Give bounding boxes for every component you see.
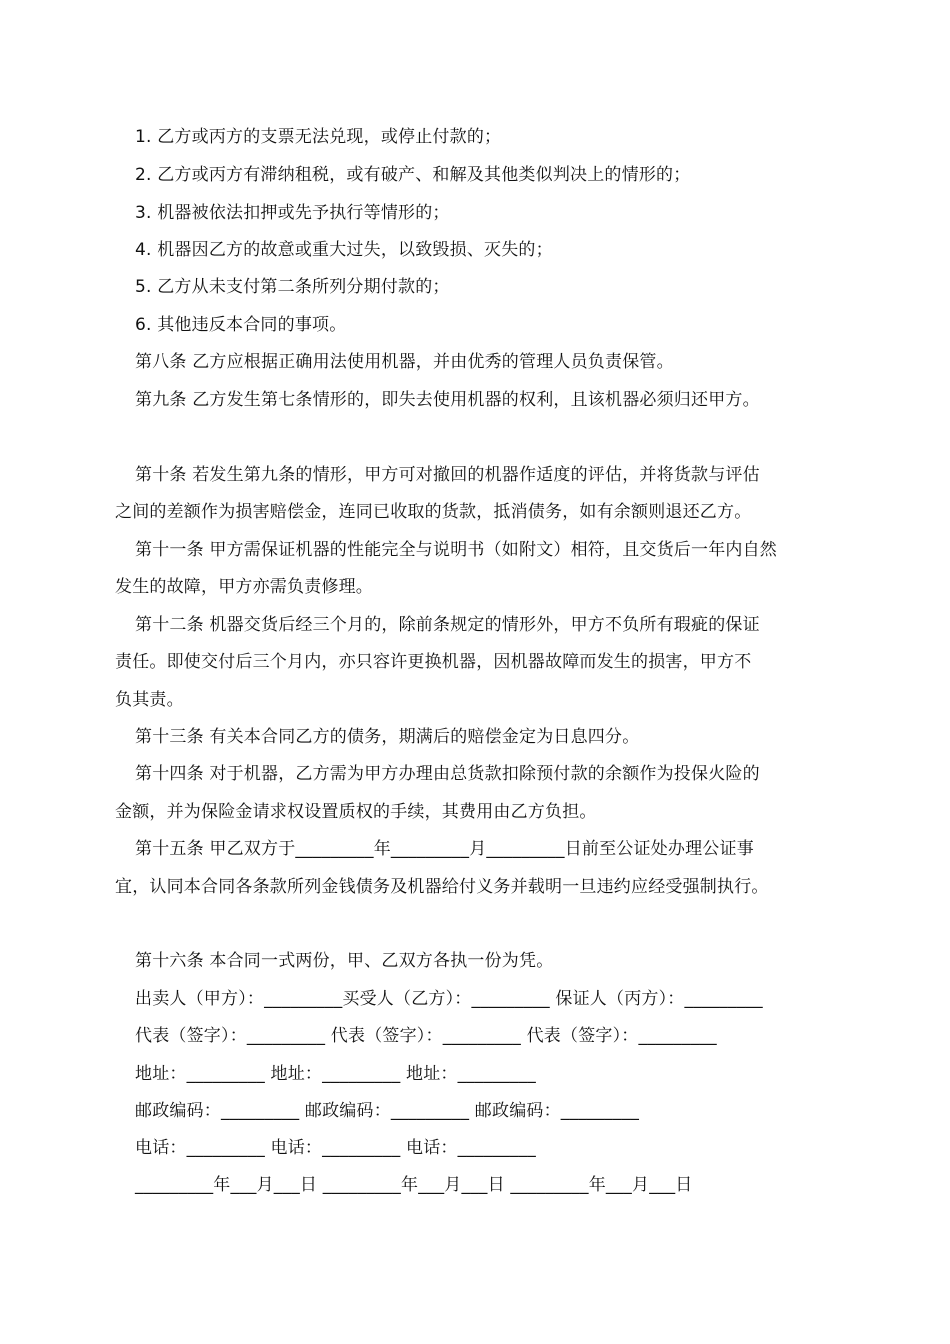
article-12-line-1: 第十二条 机器交货后经三个月的，除前条规定的情形外，甲方不负所有瑕疵的保证 <box>135 615 760 635</box>
article-15-line-1: 第十五条 甲乙双方于_________年_________月_________日前至公证处办理公证事 <box>135 839 754 859</box>
article-15-line-2: 宜，认同本合同各条款所列金钱债务及机器给付义务并载明一旦违约应经受强制执行。 <box>115 877 769 897</box>
clause-item-3: 3. 机器被依法扣押或先予执行等情形的； <box>135 203 450 223</box>
clause-item-2: 2. 乙方或丙方有滞纳租税，或有破产、和解及其他类似判决上的情形的； <box>135 165 691 185</box>
article-11-line-1: 第十一条 甲方需保证机器的性能完全与说明书（如附文）相符，且交货后一年内自然 <box>135 540 778 560</box>
article-10-line-1: 第十条 若发生第九条的情形，甲方可对撤回的机器作适度的评估，并将货款与评估 <box>135 465 760 485</box>
signature-dates: _________年___月___日 _________年___月___日 _________年___月___日 <box>135 1175 693 1195</box>
article-12-line-3: 负其责。 <box>115 690 184 710</box>
article-8: 第八条 乙方应根据正确用法使用机器，并由优秀的管理人员负责保管。 <box>135 352 674 372</box>
signature-addresses: 地址：_________ 地址：_________ 地址：_________ <box>135 1064 536 1084</box>
article-16: 第十六条 本合同一式两份，甲、乙双方各执一份为凭。 <box>135 951 554 971</box>
signature-parties: 出卖人（甲方）：_________买受人（乙方）：_________ 保证人（丙方）：_________ <box>135 989 763 1009</box>
article-12-line-2: 责任。即使交付后三个月内，亦只容许更换机器，因机器故障而发生的损害，甲方不 <box>115 652 752 672</box>
clause-item-6: 6. 其他违反本合同的事项。 <box>135 315 347 335</box>
signature-phones: 电话：_________ 电话：_________ 电话：_________ <box>135 1138 536 1158</box>
clause-item-4: 4. 机器因乙方的故意或重大过失，以致毁损、灭失的； <box>135 240 553 260</box>
signature-representatives: 代表（签字）：_________ 代表（签字）：_________ 代表（签字）：_________ <box>135 1026 717 1046</box>
article-13: 第十三条 有关本合同乙方的债务，期满后的赔偿金定为日息四分。 <box>135 727 640 747</box>
article-9: 第九条 乙方发生第七条情形的，即失去使用机器的权利，且该机器必须归还甲方。 <box>135 390 760 410</box>
signature-postcodes: 邮政编码：_________ 邮政编码：_________ 邮政编码：_________ <box>135 1101 640 1121</box>
article-14-line-2: 金额，并为保险金请求权设置质权的手续，其费用由乙方负担。 <box>115 802 597 822</box>
article-11-line-2: 发生的故障，甲方亦需负责修理。 <box>115 577 373 597</box>
article-14-line-1: 第十四条 对于机器，乙方需为甲方办理由总货款扣除预付款的余额作为投保火险的 <box>135 764 760 784</box>
clause-item-1: 1. 乙方或丙方的支票无法兑现，或停止付款的； <box>135 127 502 147</box>
article-10-line-2: 之间的差额作为损害赔偿金，连同已收取的货款，抵消债务，如有余额则退还乙方。 <box>115 502 752 522</box>
clause-item-5: 5. 乙方从未支付第二条所列分期付款的； <box>135 277 450 297</box>
